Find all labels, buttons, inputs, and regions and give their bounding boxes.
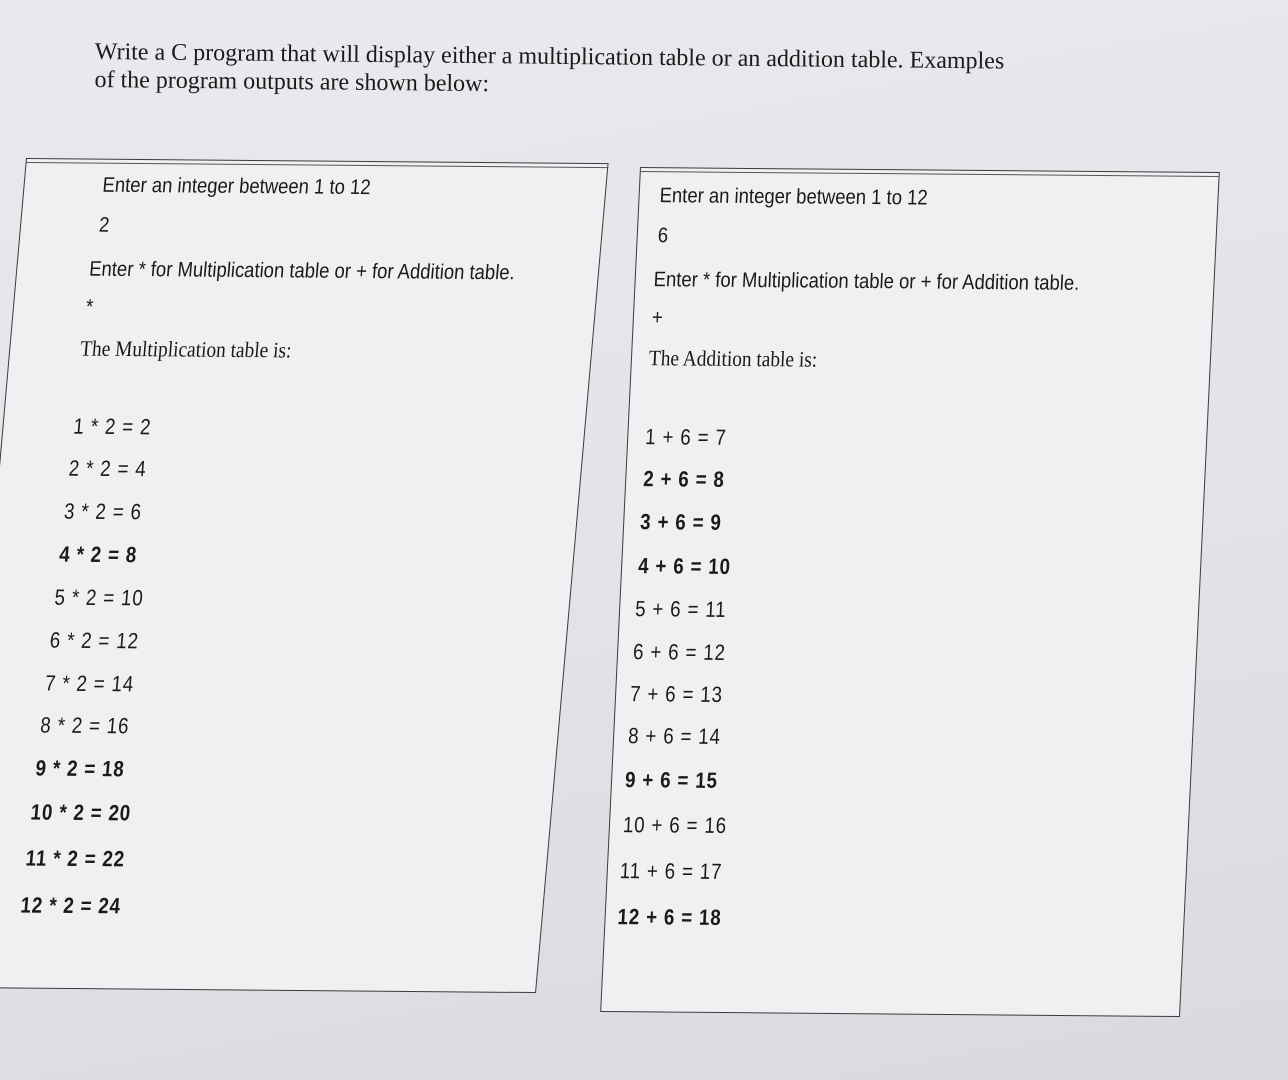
table-row: 8 * 2 = 16 [39, 712, 131, 739]
operator-prompt: Enter * for Multiplication table or + for Addition table. [653, 268, 1080, 295]
addition-example-panel [600, 167, 1220, 1017]
table-row: 12 + 6 = 18 [617, 904, 723, 930]
table-row: 6 * 2 = 12 [48, 627, 140, 654]
table-row: 7 + 6 = 13 [629, 681, 724, 707]
table-row: 3 + 6 = 9 [639, 509, 723, 535]
integer-prompt: Enter an integer between 1 to 12 [101, 173, 372, 200]
integer-prompt: Enter an integer between 1 to 12 [659, 184, 929, 210]
table-row: 9 + 6 = 15 [624, 767, 719, 793]
question-line-2: of the program outputs are shown below: [94, 66, 490, 98]
multiplication-example-panel [0, 158, 609, 993]
table-row: 5 + 6 = 11 [634, 596, 728, 622]
table-row: 11 + 6 = 17 [619, 858, 723, 884]
operator-prompt: Enter * for Multiplication table or + for Addition table. [88, 257, 516, 285]
table-row: 2 + 6 = 8 [642, 466, 726, 492]
question-text [94, 38, 1135, 105]
table-row: 2 * 2 = 4 [67, 455, 148, 482]
integer-input-value: 2 [98, 213, 111, 237]
table-row: 7 * 2 = 14 [44, 670, 136, 697]
integer-input-value: 6 [657, 224, 669, 248]
operator-input-value: + [651, 306, 664, 330]
table-row: 11 * 2 = 22 [24, 845, 127, 872]
table-row: 10 * 2 = 20 [29, 799, 133, 826]
table-heading: The Multiplication table is: [79, 335, 293, 363]
question-line-1: Write a C program that will display either a multiplication table or an addition table. Examples [94, 38, 1005, 75]
operator-input-value: * [84, 295, 95, 319]
table-row: 3 * 2 = 6 [63, 498, 144, 525]
table-row: 4 * 2 = 8 [58, 541, 139, 568]
table-row: 1 + 6 = 7 [644, 424, 728, 450]
table-row: 4 + 6 = 10 [637, 553, 732, 579]
table-row: 9 * 2 = 18 [34, 755, 126, 782]
table-row: 5 * 2 = 10 [53, 584, 145, 611]
table-row: 8 + 6 = 14 [627, 723, 722, 749]
table-row: 6 + 6 = 12 [632, 639, 727, 665]
table-row: 10 + 6 = 16 [622, 812, 728, 839]
table-row: 12 * 2 = 24 [19, 892, 123, 919]
table-heading: The Addition table is: [648, 345, 818, 372]
table-row: 1 * 2 = 2 [72, 413, 153, 440]
